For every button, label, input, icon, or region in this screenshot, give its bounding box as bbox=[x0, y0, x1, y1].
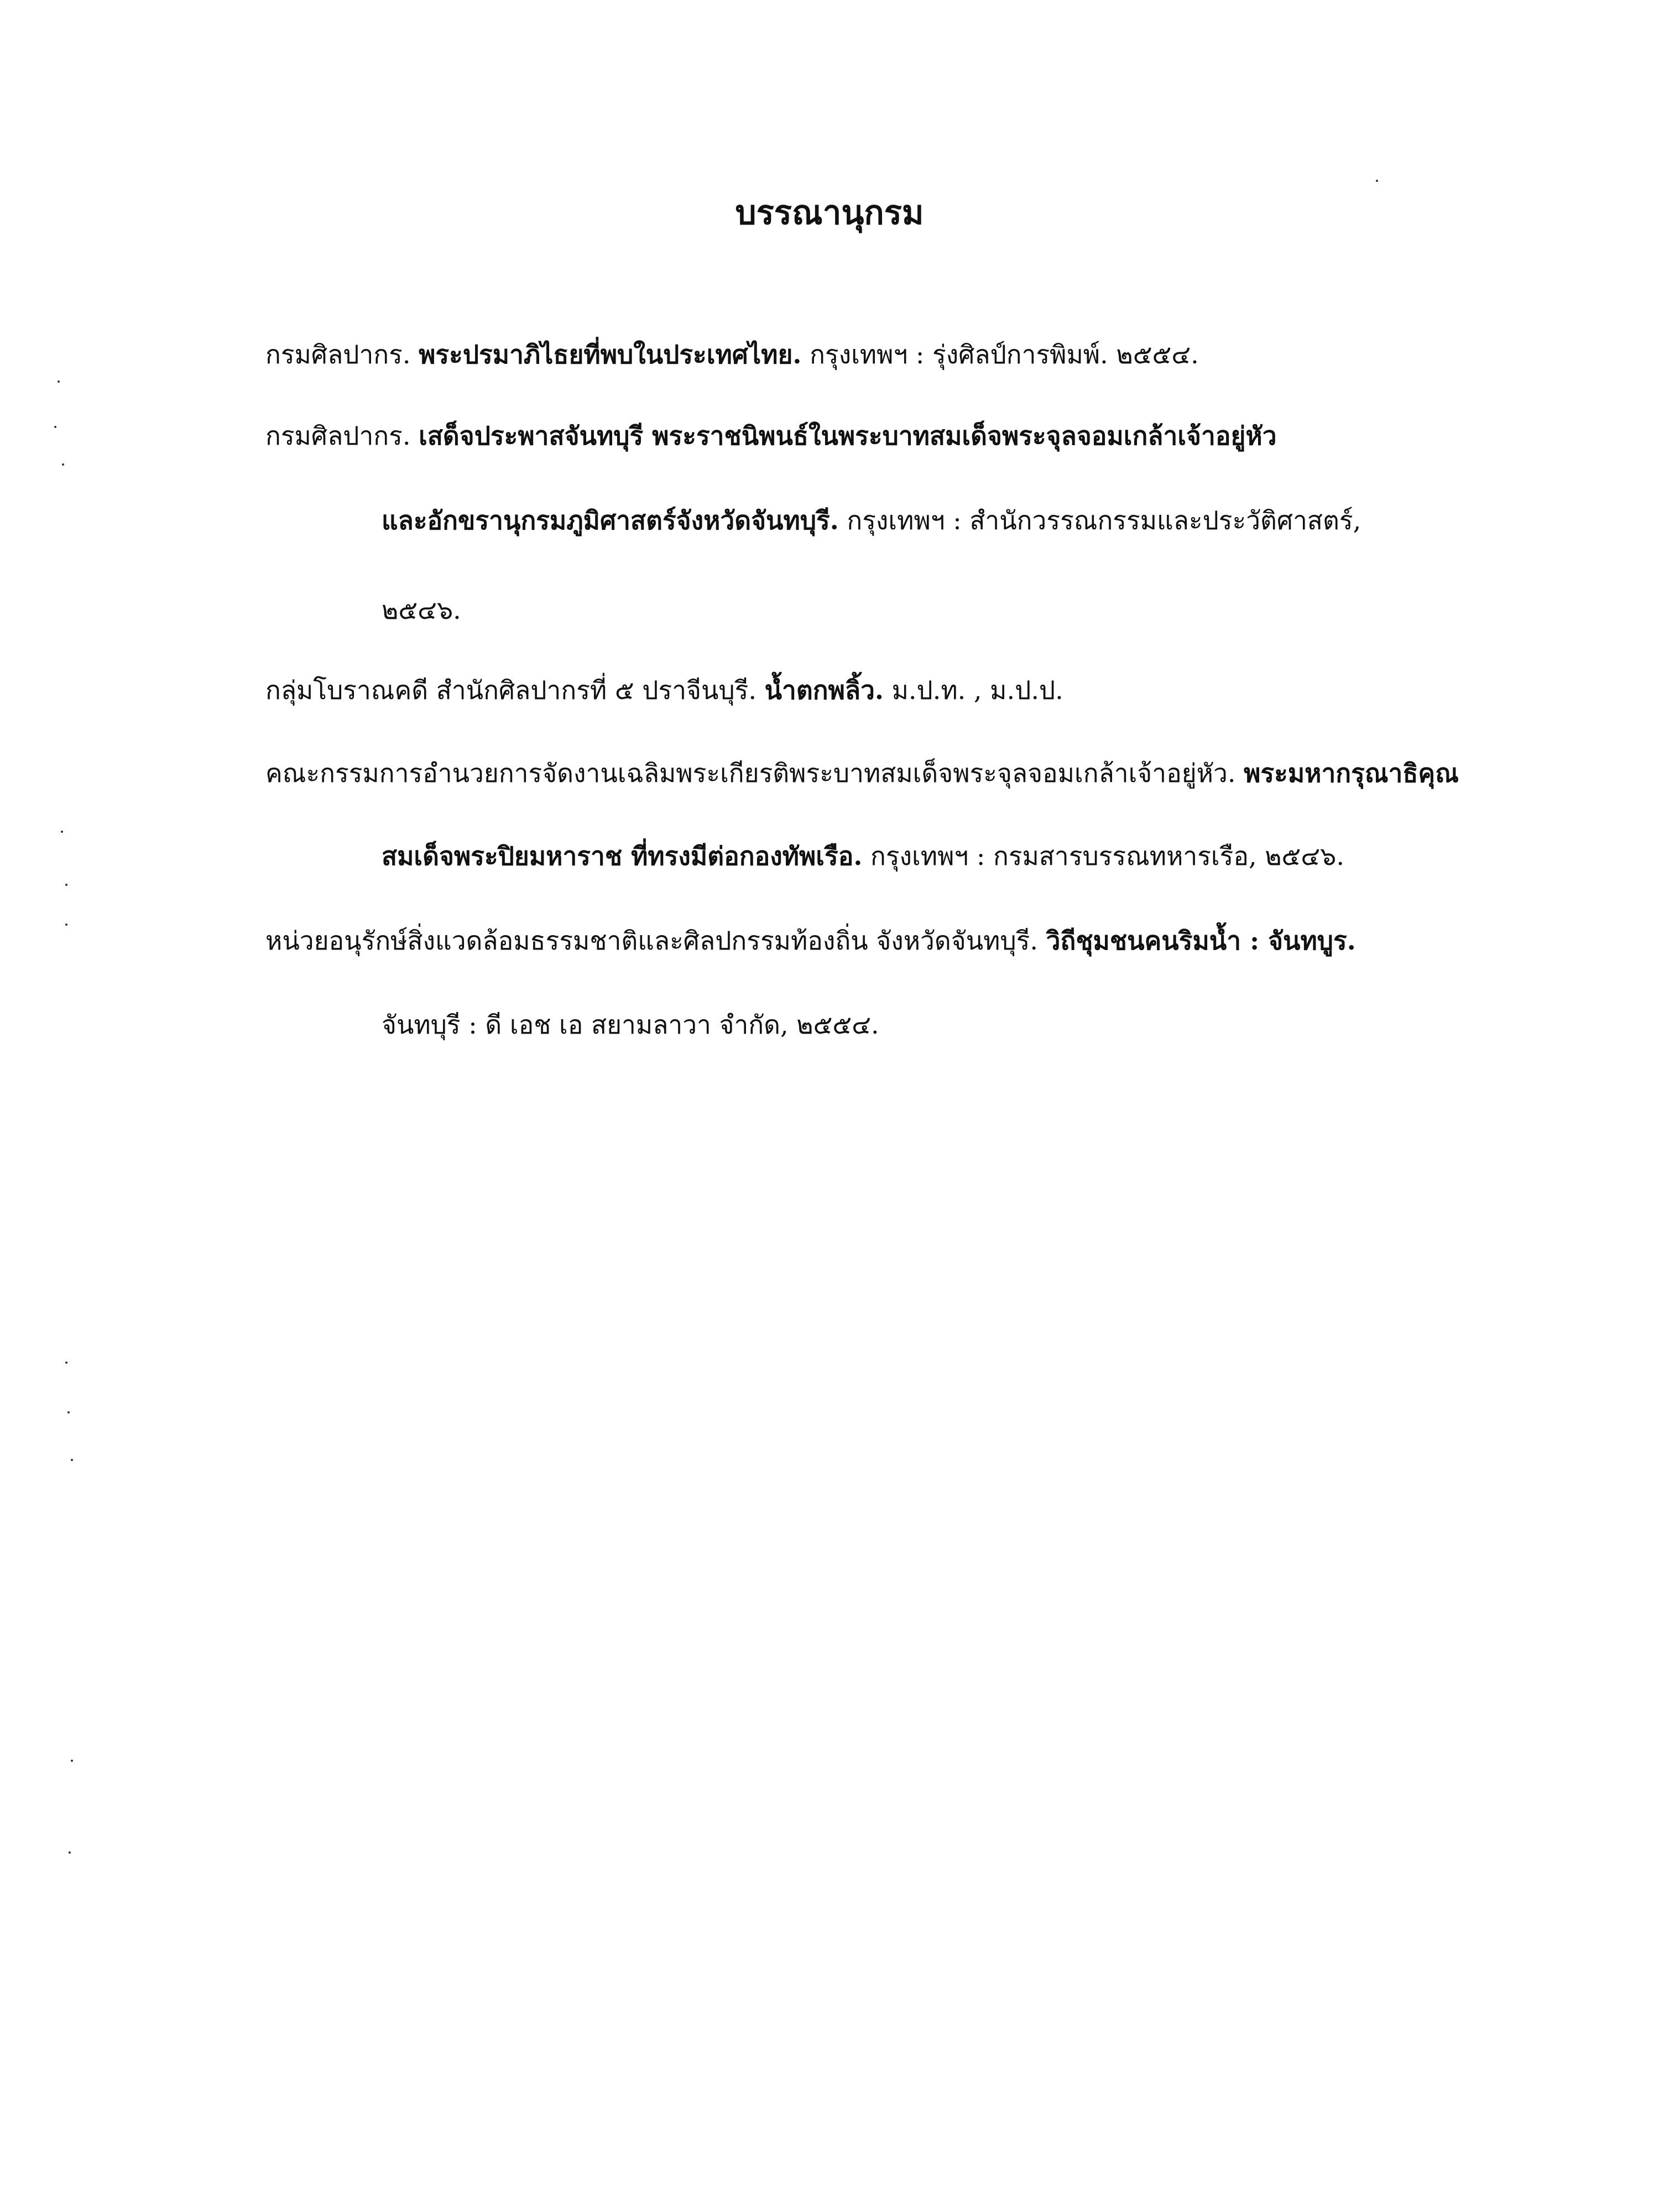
page-title: บรรณานุกรม bbox=[735, 194, 924, 232]
bibliography-entry bbox=[265, 342, 1604, 367]
entry-title: วิถีชุมชนคนริมน้ำ : จันทบูร. bbox=[1046, 926, 1356, 956]
entry-title: สมเด็จพระปิยมหาราช ที่ทรงมีต่อกองทัพเรือ. bbox=[382, 841, 863, 871]
bibliography-entry-continuation bbox=[382, 1010, 1659, 1040]
scan-speck bbox=[71, 1760, 73, 1762]
entry-publication: ม.ป.ท. , ม.ป.ป. bbox=[891, 675, 1063, 705]
bibliography-entry bbox=[265, 760, 1604, 786]
entry-publication: จันทบุรี : ดี เอช เอ สยามลาวา จำกัด, ๒๕๕๔. bbox=[382, 1010, 879, 1040]
entry-publication: กรุงเทพฯ : รุ่งศิลป์การพิมพ์. ๒๕๕๔. bbox=[810, 340, 1199, 369]
bibliography-entry bbox=[265, 677, 1604, 703]
bibliography-entry bbox=[265, 926, 1604, 956]
entry-author: กรมศิลปากร. bbox=[265, 340, 411, 369]
entry-title: เสด็จประพาสจันทบุรี พระราชนิพนธ์ในพระบาทสมเด็จพระจุลจอมเกล้าเจ้าอยู่หัว bbox=[419, 421, 1277, 451]
entry-author: หน่วยอนุรักษ์สิ่งแวดล้อมธรรมชาติและศิลปกรรมท้องถิ่น จังหวัดจันทบุรี. bbox=[265, 926, 1039, 956]
entry-title: และอักขรานุกรมภูมิศาสตร์จังหวัดจันทบุรี. bbox=[382, 505, 839, 535]
entry-publication: ๒๕๔๖. bbox=[382, 595, 461, 625]
scan-speck bbox=[67, 1411, 70, 1413]
entry-title: พระปรมาภิไธยที่พบในประเทศไทย. bbox=[419, 340, 802, 369]
bibliography-entry-continuation bbox=[382, 505, 1659, 535]
scan-speck bbox=[65, 1361, 67, 1364]
entry-publication: กรุงเทพฯ : สำนักวรรณกรรมและประวัติศาสตร์, bbox=[847, 505, 1361, 535]
bibliography-entry-continuation bbox=[382, 843, 1659, 869]
scan-speck bbox=[58, 380, 60, 383]
entry-title: พระมหากรุณาธิคุณ bbox=[1244, 758, 1459, 788]
scan-speck bbox=[62, 463, 64, 466]
bibliography-entry bbox=[265, 421, 1604, 451]
scan-speck bbox=[65, 924, 67, 926]
scan-speck bbox=[71, 1459, 73, 1461]
scan-speck bbox=[1376, 180, 1378, 182]
entry-publication: กรุงเทพฯ : กรมสารบรรณทหารเรือ, ๒๕๔๖. bbox=[870, 841, 1344, 871]
scan-speck bbox=[65, 884, 67, 886]
bibliography-entry-continuation bbox=[382, 597, 1659, 623]
scan-speck bbox=[61, 831, 63, 833]
entry-author: คณะกรรมการอำนวยการจัดงานเฉลิมพระเกียรติพระบาทสมเด็จพระจุลจอมเกล้าเจ้าอยู่หัว. bbox=[265, 758, 1236, 788]
entry-author: กรมศิลปากร. bbox=[265, 421, 411, 451]
scan-speck bbox=[54, 426, 56, 428]
scan-speck bbox=[69, 1851, 71, 1854]
entry-title: น้ำตกพลิ้ว. bbox=[764, 675, 884, 705]
entry-author: กลุ่มโบราณคดี สำนักศิลปากรที่ ๕ ปราจีนบุรี. bbox=[265, 675, 757, 705]
